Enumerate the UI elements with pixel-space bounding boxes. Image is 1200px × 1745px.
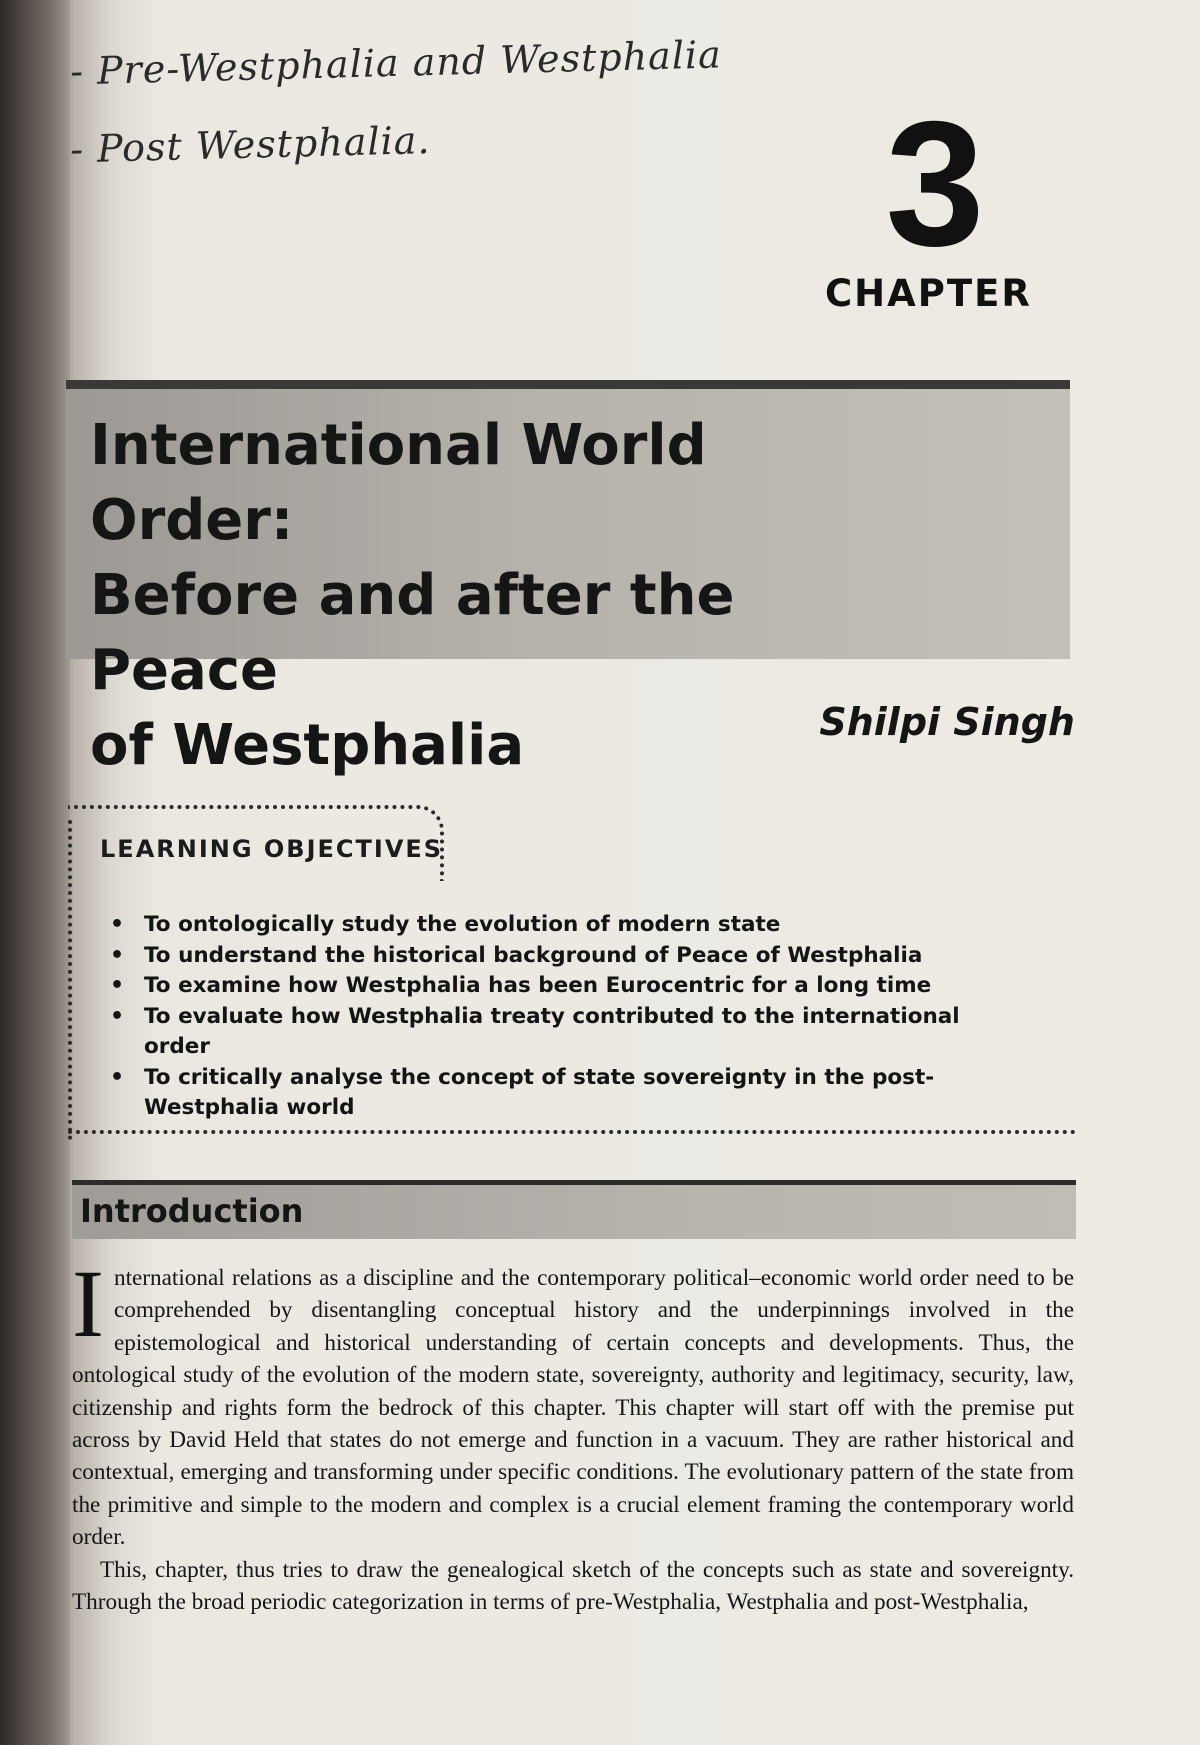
chapter-title-line-1: International World Order: bbox=[90, 413, 707, 553]
drop-cap: I bbox=[72, 1250, 104, 1357]
objectives-frame-bottom bbox=[68, 1130, 1076, 1134]
objective-item: • To understand the historical background of Peace of Westphalia bbox=[108, 941, 1008, 972]
paragraph-1-text: nternational relations as a discipline and the contemporary political–economic world order need to be comprehended by disentangling conceptual history and the underpinnings involved in the epistemological and historical understanding of certain concepts and developments. Thus, the ontological study of the evolution of the modern state, sovereignty, authority and legitimacy, security, law, citizenship and rights form the bedrock of this chapter. This chapter will start off with the premise put across by David Held that states do not emerge and function in a vacuum. They are rather historical and contextual, emerging and transforming under specific conditions. The evolutionary pattern of the state from the primitive and simple to the modern and complex is a crucial element framing the contemporary world order. bbox=[72, 1265, 1074, 1551]
introduction-body bbox=[72, 1250, 1074, 1618]
handwritten-note-1: - Pre-Westphalia and Westphalia bbox=[69, 32, 723, 94]
objectives-frame-left bbox=[68, 820, 72, 1140]
learning-objectives-heading: LEARNING OBJECTIVES bbox=[100, 835, 444, 863]
objective-item: • To ontologically study the evolution of modern state bbox=[108, 910, 1008, 941]
introduction-heading: Introduction bbox=[80, 1192, 304, 1230]
chapter-number: 3 bbox=[885, 84, 985, 283]
chapter-label: CHAPTER bbox=[825, 272, 1032, 315]
introduction-paragraph-2: This, chapter, thus tries to draw the genealogical sketch of the concepts such as state and sovereignty. Through the broad periodic categorization in terms of pre-Westphalia, Westphalia and post-Westphalia, bbox=[72, 1556, 1074, 1616]
handwritten-note-2: - Post Westphalia. bbox=[69, 117, 431, 172]
objective-item: • To examine how Westphalia has been Eurocentric for a long time bbox=[108, 971, 1008, 1002]
objective-item: • To evaluate how Westphalia treaty contributed to the international order bbox=[108, 1002, 1008, 1063]
author-name: Shilpi Singh bbox=[819, 700, 1075, 744]
book-binding-shadow bbox=[0, 0, 70, 1745]
chapter-title-line-3: of Westphalia bbox=[90, 713, 525, 778]
learning-objectives-list bbox=[108, 910, 1008, 1124]
introduction-paragraph-1 bbox=[72, 1250, 1074, 1554]
chapter-title-line-2: Before and after the Peace bbox=[90, 563, 735, 703]
objective-item: • To critically analyse the concept of state sovereignty in the post-Westphalia world bbox=[108, 1063, 1008, 1124]
